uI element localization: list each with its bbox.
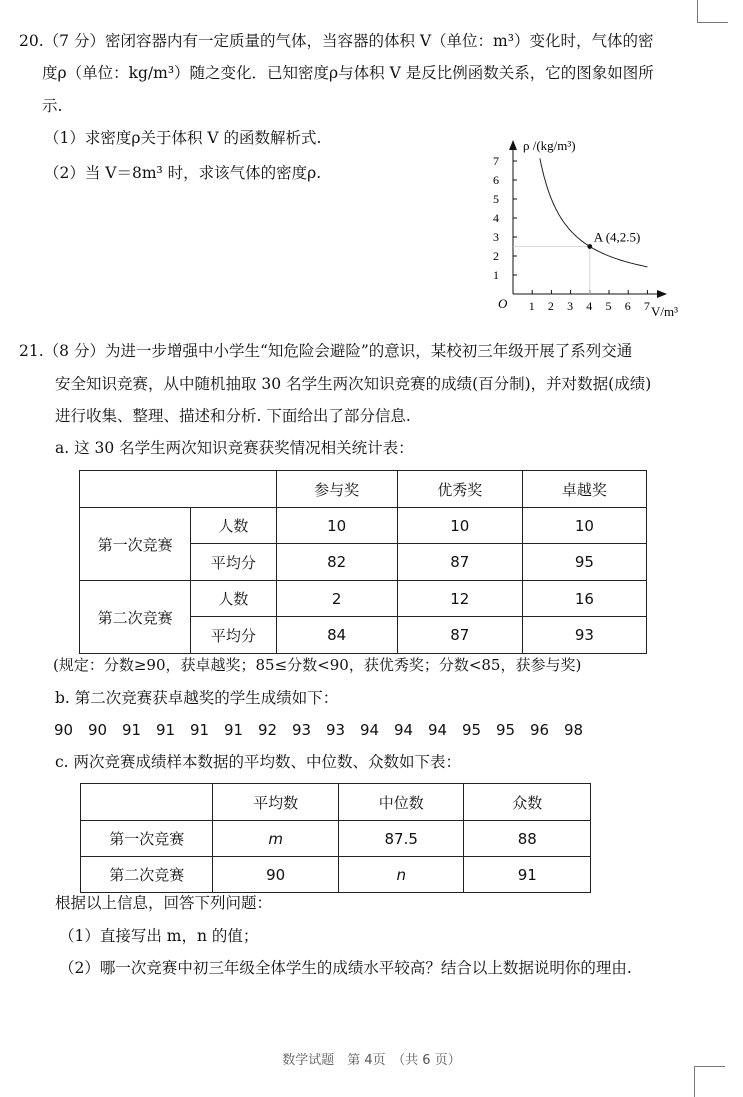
point-a [587,244,592,249]
x-axis-label: V/m³ [651,304,679,319]
q21-info-a-intro: a. 这 30 名学生两次知识竞赛获奖情况相关统计表： [55,439,414,457]
score-value: 93 [326,721,346,739]
x-tick-label: 6 [624,299,631,313]
point-a-label: A (4,2.5) [593,229,641,245]
table1-cell: 84 [276,617,397,654]
table1-header-excellent: 优秀奖 [397,471,522,508]
score-value: 93 [292,721,312,739]
table1-cell: 82 [276,544,397,581]
table2-header-mode: 众数 [464,784,591,821]
q21-sub-question-2: （2）哪一次竞赛中初三年级全体学生的成绩水平较高？结合以上数据说明你的理由. [59,959,632,977]
table1-group-second: 第二次竞赛 [80,581,191,654]
table1-cell: 95 [522,544,646,581]
y-tick-label: 1 [493,268,499,282]
score-value: 91 [122,721,142,739]
table2-cell: 91 [464,857,591,893]
table2-row-label-first: 第一次竞赛 [81,821,213,857]
table2-header-mean: 平均数 [213,784,338,821]
score-value: 92 [258,721,278,739]
table1-header-participation: 参与奖 [276,471,397,508]
q21-sub-question-1: （1）直接写出 m，n 的值； [59,927,259,945]
q20-sub-question-2: （2）当 V＝8m³ 时，求该气体的密度ρ. [44,164,322,182]
q20-stem-line-2: 度ρ（单位：kg/m³）随之变化．已知密度ρ与体积 V 是反比例函数关系，它的图象如图所 [42,64,654,82]
score-value: 91 [156,721,176,739]
y-tick-label: 4 [493,211,499,225]
table2-cell: n [338,857,464,893]
table1-row-label-average: 平均分 [191,617,276,654]
origin-label: O [498,296,508,311]
q20-stem-line-1: 20.（7 分）密闭容器内有一定质量的气体，当容器的体积 V（单位：m³）变化时，气体的密 [19,32,654,50]
table2-cell: 90 [213,857,338,893]
q21-info-c-intro: c. 两次竞赛成绩样本数据的平均数、中位数、众数如下表： [55,753,462,771]
x-tick-label: 7 [643,299,650,313]
table2-row-label-second: 第二次竞赛 [81,857,213,893]
page-corner-mark-bottom [694,1066,725,1097]
score-value: 96 [530,721,550,739]
y-axis-arrow [509,140,517,150]
page-footer: 数学试题 第 4页 （共 6 页） [282,1053,461,1068]
y-tick-label: 3 [493,230,499,244]
table1-group-first: 第一次竞赛 [80,508,191,581]
q21-stem-line-3: 进行收集、整理、描述和分析. 下面给出了部分信息. [55,407,411,425]
x-tick-label: 5 [605,299,612,313]
score-value: 95 [462,721,482,739]
x-axis-arrow [657,290,667,298]
table1-cell: 12 [397,581,522,617]
y-axis-label: ρ /(kg/m³) [523,138,576,153]
table2-cell: 88 [464,821,591,857]
table1-row-label-average: 平均分 [191,544,276,581]
table2-cell: 87.5 [338,821,464,857]
summary-statistics-table [80,783,591,893]
table1-row-label-count: 人数 [191,581,276,617]
q20-sub-question-1: （1）求密度ρ关于体积 V 的函数解析式. [44,129,322,147]
table1-cell: 10 [397,508,522,544]
score-value: 91 [190,721,210,739]
inverse-function-graph [485,132,710,324]
table2-cell: m [213,821,338,857]
table1-header-outstanding: 卓越奖 [522,471,646,508]
score-value: 95 [496,721,516,739]
y-tick-label: 5 [493,192,499,206]
q21-stem-line-2: 安全知识竞赛，从中随机抽取 30 名学生两次知识竞赛的成绩(百分制)，并对数据(成绩) [55,375,652,393]
q21-info-b-intro: b. 第二次竞赛获卓越奖的学生成绩如下： [55,689,339,707]
table1-cell: 87 [397,544,522,581]
x-tick-label: 4 [586,299,593,313]
y-tick-label: 6 [493,173,499,187]
x-tick-label: 2 [547,299,554,313]
table1-cell: 93 [522,617,646,654]
score-value: 94 [394,721,414,739]
table2-corner-cell [81,784,213,821]
score-value: 91 [224,721,244,739]
q21-stem-line-1: 21.（8 分）为进一步增强中小学生“知危险会避险”的意识，某校初三年级开展了系列交通 [19,342,633,360]
award-rule-note: (规定：分数≥90，获卓越奖；85≤分数<90，获优秀奖；分数<85，获参与奖) [53,656,582,674]
table1-cell: 87 [397,617,522,654]
answer-intro: 根据以上信息，回答下列问题： [55,894,273,912]
page-corner-mark-top [697,0,728,23]
y-tick-label: 7 [493,154,499,168]
table1-cell: 10 [522,508,646,544]
hyperbola-curve [540,158,648,267]
score-value: 94 [428,721,448,739]
x-tick-label: 1 [528,299,535,313]
y-tick-label: 2 [493,249,499,263]
score-value: 90 [54,721,74,739]
q20-stem-line-3: 示. [42,97,63,115]
award-statistics-table [79,470,647,654]
score-value: 98 [564,721,584,739]
table1-cell: 2 [276,581,397,617]
table1-cell: 10 [276,508,397,544]
table1-corner-cell [80,471,277,508]
table1-row-label-count: 人数 [191,508,276,544]
score-value: 94 [360,721,380,739]
table1-cell: 16 [522,581,646,617]
score-value: 90 [88,721,108,739]
outstanding-scores-list [54,720,598,740]
x-tick-label: 3 [567,299,574,313]
table2-header-median: 中位数 [338,784,464,821]
